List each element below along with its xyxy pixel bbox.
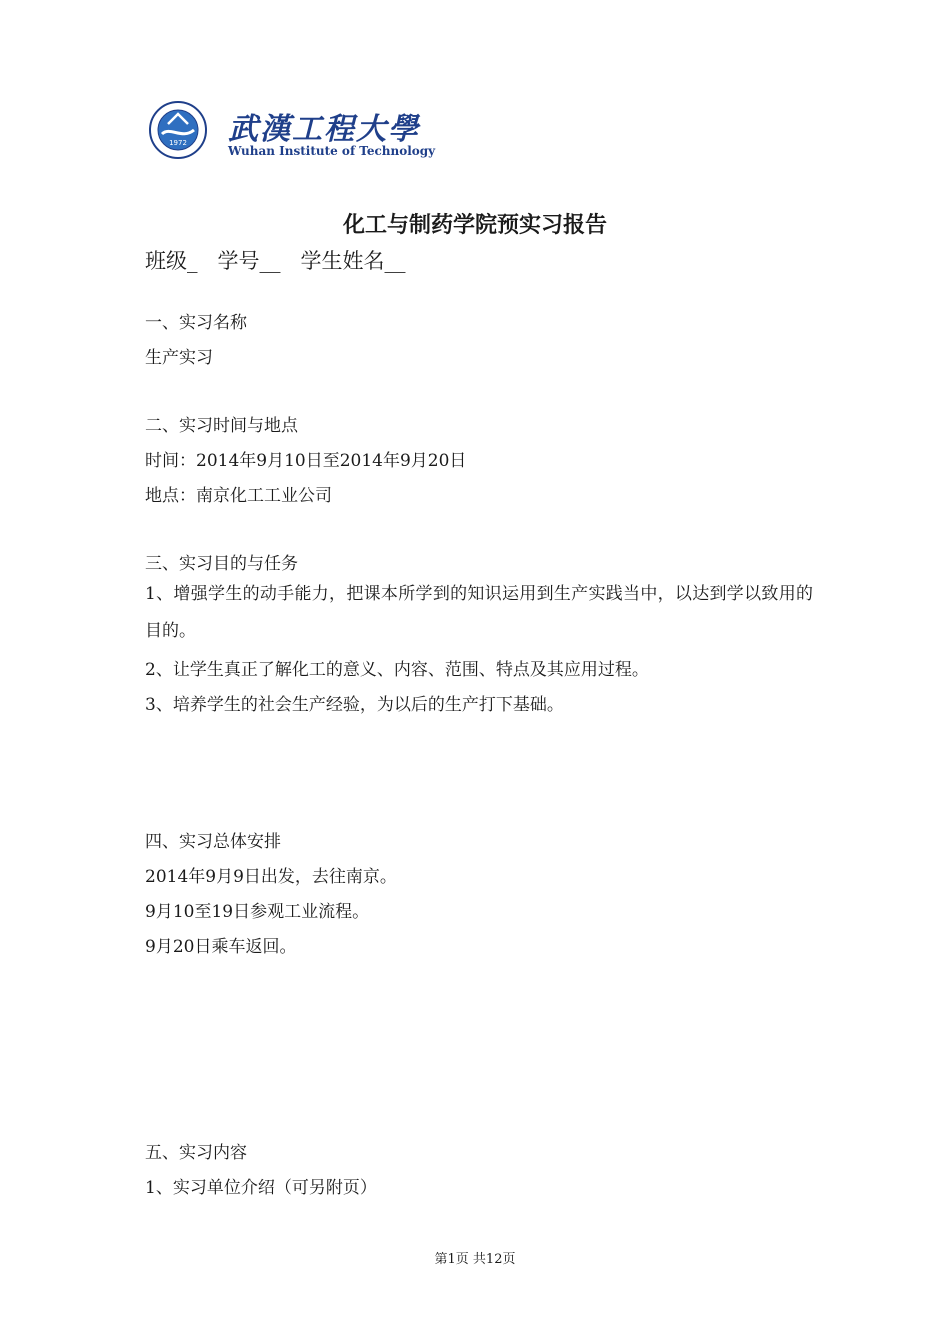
section-2-heading: 二、实习时间与地点 <box>145 416 298 436</box>
university-name-cn: 武漢工程大學 <box>228 112 420 147</box>
section-2-time: 时间：2014年9月10日至2014年9月20日 <box>145 451 467 471</box>
seal-year: 1972 <box>169 139 187 147</box>
university-logo <box>148 100 436 162</box>
university-name-en: Wuhan Institute of Technology <box>228 144 436 158</box>
university-seal-icon <box>148 100 208 160</box>
section-5-item-1: 1、实习单位介绍（可另附页） <box>145 1178 377 1198</box>
section-5-heading: 五、实习内容 <box>145 1143 247 1163</box>
page-footer: 第1页 共12页 <box>434 1252 516 1267</box>
section-3-item-1: 1、增强学生的动手能力，把课本所学到的知识运用到生产实践当中，以达到学以致用的目的。 <box>145 584 813 641</box>
section-1-heading: 一、实习名称 <box>145 313 247 333</box>
section-2-place: 地点：南京化工工业公司 <box>145 486 332 506</box>
report-title: 化工与制药学院预实习报告 <box>342 213 607 238</box>
section-3-item-2: 2、让学生真正了解化工的意义、内容、范围、特点及其应用过程。 <box>145 660 649 680</box>
section-4-heading: 四、实习总体安排 <box>145 832 281 852</box>
section-4-item-1: 2014年9月9日出发，去往南京。 <box>145 867 397 887</box>
student-info-line: 班级_ 学号__ 学生姓名__ <box>145 249 406 273</box>
section-3-item-3: 3、培养学生的社会生产经验，为以后的生产打下基础。 <box>145 695 564 715</box>
section-1-content: 生产实习 <box>145 348 213 368</box>
section-4-item-3: 9月20日乘车返回。 <box>145 937 297 957</box>
section-3-heading: 三、实习目的与任务 <box>145 554 298 574</box>
section-4-item-2: 9月10至19日参观工业流程。 <box>145 902 370 922</box>
